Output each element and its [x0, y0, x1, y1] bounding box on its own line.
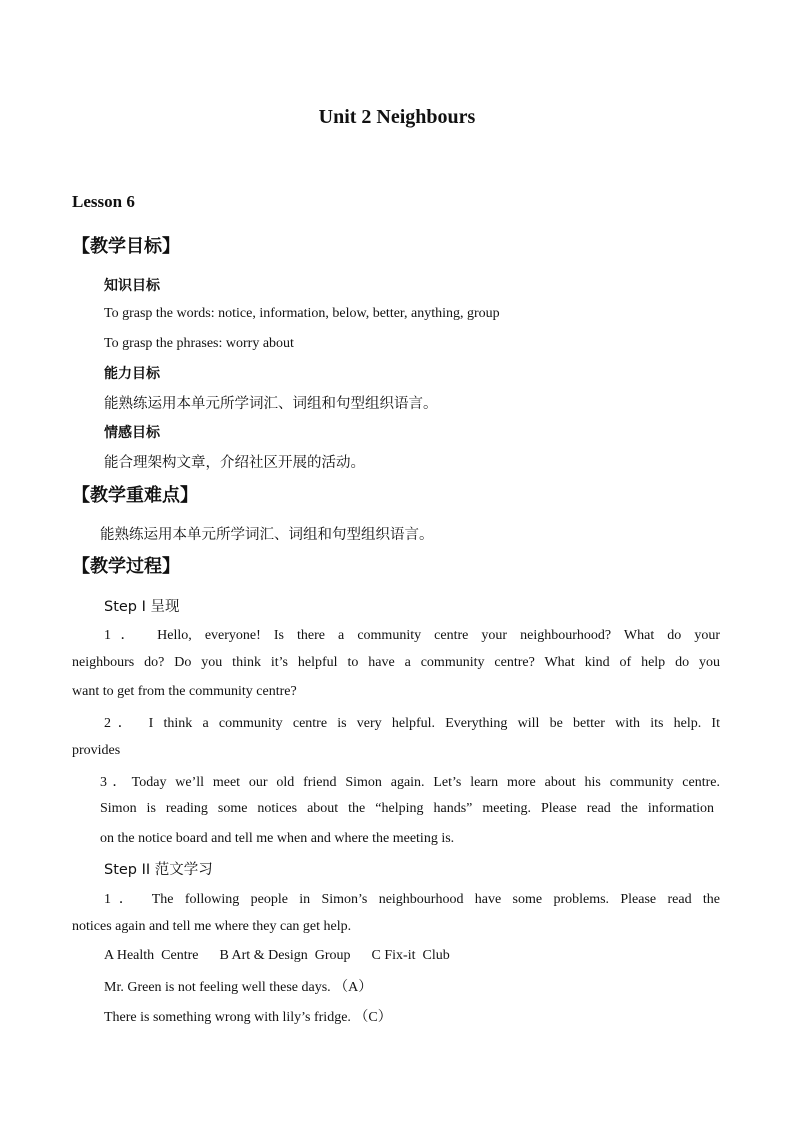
- paragraph-line: provides: [72, 743, 121, 758]
- key-points-text: 能熟练运用本单元所学词汇、词组和句型组织语言。: [100, 527, 434, 543]
- paragraph-line: on the notice board and tell me when and where the meeting is.: [100, 831, 455, 846]
- question-line: Mr. Green is not feeling well these days. （A）: [104, 980, 373, 995]
- paragraph-line: 1． Hello, everyone! Is there a community centre your neighbourhood? What do your: [104, 628, 720, 643]
- paragraph-line: 3．Today we’ll meet our old friend Simon again. Let’s learn more about his community centre.: [100, 775, 720, 790]
- knowledge-line: To grasp the phrases: worry about: [104, 336, 294, 351]
- process-heading: 【教学过程】: [72, 556, 180, 577]
- objectives-heading: 【教学目标】: [72, 236, 180, 257]
- page-title: Unit 2 Neighbours: [318, 106, 476, 128]
- lesson-heading: Lesson 6: [72, 192, 135, 211]
- key-points-heading: 【教学重难点】: [72, 485, 198, 506]
- paragraph-line: 2． I think a community centre is very helpful. Everything will be better with its help. It: [104, 716, 720, 731]
- ability-text: 能熟练运用本单元所学词汇、词组和句型组织语言。: [104, 396, 438, 412]
- knowledge-heading: 知识目标: [104, 278, 160, 294]
- ability-heading: 能力目标: [104, 366, 160, 382]
- options-line: A Health Centre B Art & Design Group C Fix-it Club: [104, 948, 450, 963]
- step-heading: Step II 范文学习: [104, 862, 213, 878]
- paragraph-line: notices again and tell me where they can get help.: [72, 919, 352, 934]
- paragraph-line: Simon is reading some notices about the “helping hands” meeting. Please read the information: [100, 801, 714, 816]
- paragraph-line: 1． The following people in Simon’s neighbourhood have some problems. Please read the: [104, 892, 720, 907]
- emotion-text: 能合理架构文章，介绍社区开展的活动。: [104, 455, 365, 471]
- question-line: There is something wrong with lily’s fridge. （C）: [104, 1010, 392, 1025]
- paragraph-line: neighbours do? Do you think it’s helpful to have a community centre? What kind of help do you: [72, 655, 720, 670]
- emotion-heading: 情感目标: [104, 425, 160, 441]
- knowledge-line: To grasp the words: notice, information, below, better, anything, group: [104, 306, 500, 321]
- paragraph-line: want to get from the community centre?: [72, 684, 297, 699]
- step-heading: Step I 呈现: [104, 599, 180, 615]
